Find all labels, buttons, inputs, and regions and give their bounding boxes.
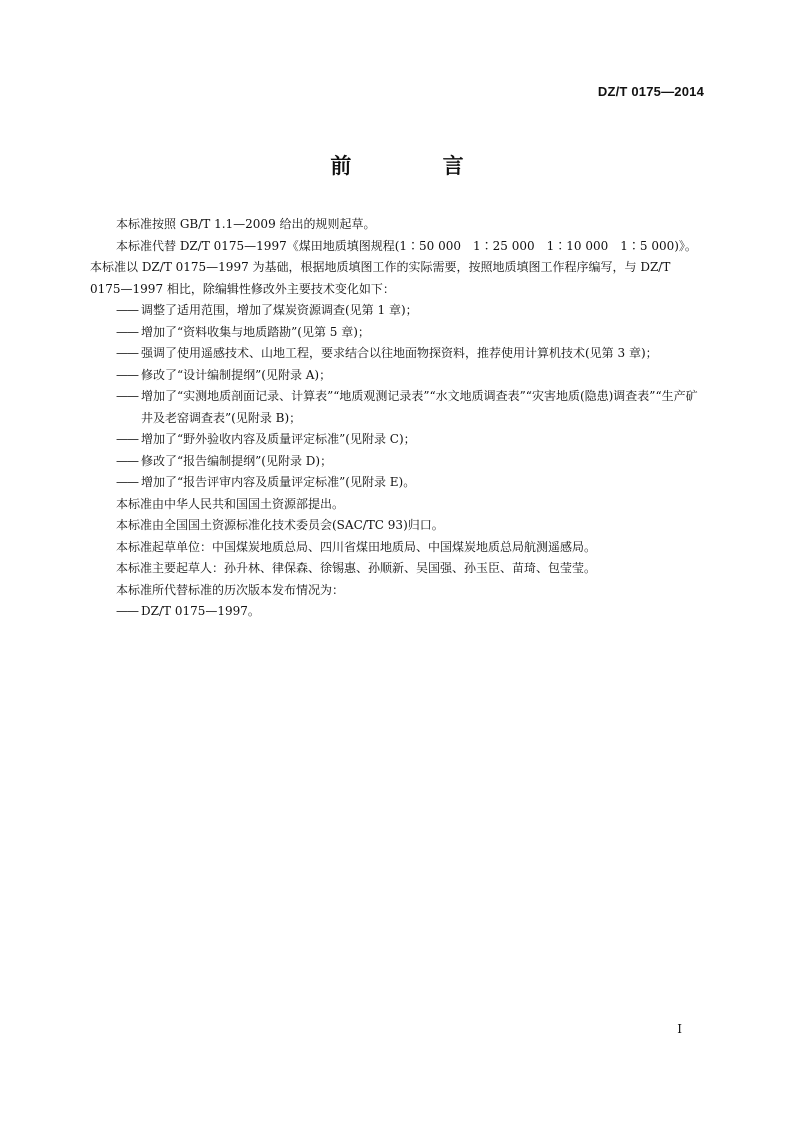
list-item: [90, 472, 704, 494]
page-number: I: [677, 1022, 682, 1036]
closing-paragraph: 本标准由全国国土资源标准化技术委员会(SAC/TC 93)归口。: [116, 518, 444, 532]
intro-paragraph: 本标准按照 GB/T 1.1—2009 给出的规则起草。: [116, 217, 376, 231]
list-item-text: 增加了“实测地质剖面记录、计算表”“地质观测记录表”“水文地质调查表”“灾害地质(隐患)调查表”“生产矿井及老窑调查表”(见附录 B)；: [141, 389, 698, 425]
document-body: [90, 214, 704, 623]
history-list: [90, 601, 704, 623]
list-item-text: DZ/T 0175—1997。: [141, 604, 260, 618]
list-item-text: 修改了“报告编制提纲”(见附录 D)；: [141, 453, 333, 468]
dash-marker: ——: [116, 604, 138, 618]
standard-code: DZ/T 0175—2014: [597, 84, 704, 99]
list-item: [90, 322, 704, 344]
list-item: [90, 451, 704, 473]
closing-paragraph: 本标准起草单位：中国煤炭地质总局、四川省煤田地质局、中国煤炭地质总局航测遥感局。: [116, 539, 597, 554]
list-item: [90, 343, 704, 365]
page-title: 前 言: [330, 154, 506, 178]
list-item-text: 强调了使用遥感技术、山地工程，要求结合以往地面物探资料，推荐使用计算机技术(见第 3 章)；: [141, 346, 658, 360]
list-item: [90, 429, 704, 451]
closing-paragraph: 本标准主要起草人：孙升林、律保森、徐锡惠、孙顺新、吴国强、孙玉臣、苗琦、包莹莹。: [116, 561, 597, 575]
dash-marker: ——: [116, 367, 138, 382]
list-item-text: 增加了“报告评审内容及质量评定标准”(见附录 E)。: [141, 475, 416, 489]
dash-marker: ——: [116, 475, 138, 489]
dash-marker: ——: [116, 346, 138, 360]
list-item: [90, 300, 704, 322]
changes-list: [90, 300, 704, 494]
list-item: [90, 601, 704, 623]
list-item-text: 增加了“资料收集与地质踏勘”(见第 5 章)；: [141, 324, 370, 339]
intro-paragraph: 本标准代替 DZ/T 0175—1997《煤田地质填图规程(1∶50 000 1∶25 000 1∶10 000 1∶5 000)》。本标准以 DZ/T 0175—1997 为基础，根据地质填图工作的实际需要，按照地质填图工作程序编写，与 DZ/T 0175—1997 相比，除编辑性修改外主要技术变化如下：: [90, 238, 697, 296]
dash-marker: ——: [116, 324, 138, 339]
dash-marker: ——: [116, 432, 138, 446]
closing-paragraph: 本标准所代替标准的历次版本发布情况为：: [116, 582, 345, 597]
list-item: [90, 365, 704, 387]
dash-marker: ——: [116, 389, 138, 403]
dash-marker: ——: [116, 303, 138, 317]
list-item-text: 修改了“设计编制提纲”(见附录 A)；: [141, 367, 332, 382]
list-item-text: 调整了适用范围，增加了煤炭资源调查(见第 1 章)；: [141, 303, 418, 317]
list-item-text: 增加了“野外验收内容及质量评定标准”(见附录 C)；: [141, 432, 416, 446]
dash-marker: ——: [116, 453, 138, 468]
list-item: [90, 386, 704, 429]
closing-paragraph: 本标准由中华人民共和国国土资源部提出。: [116, 496, 345, 511]
